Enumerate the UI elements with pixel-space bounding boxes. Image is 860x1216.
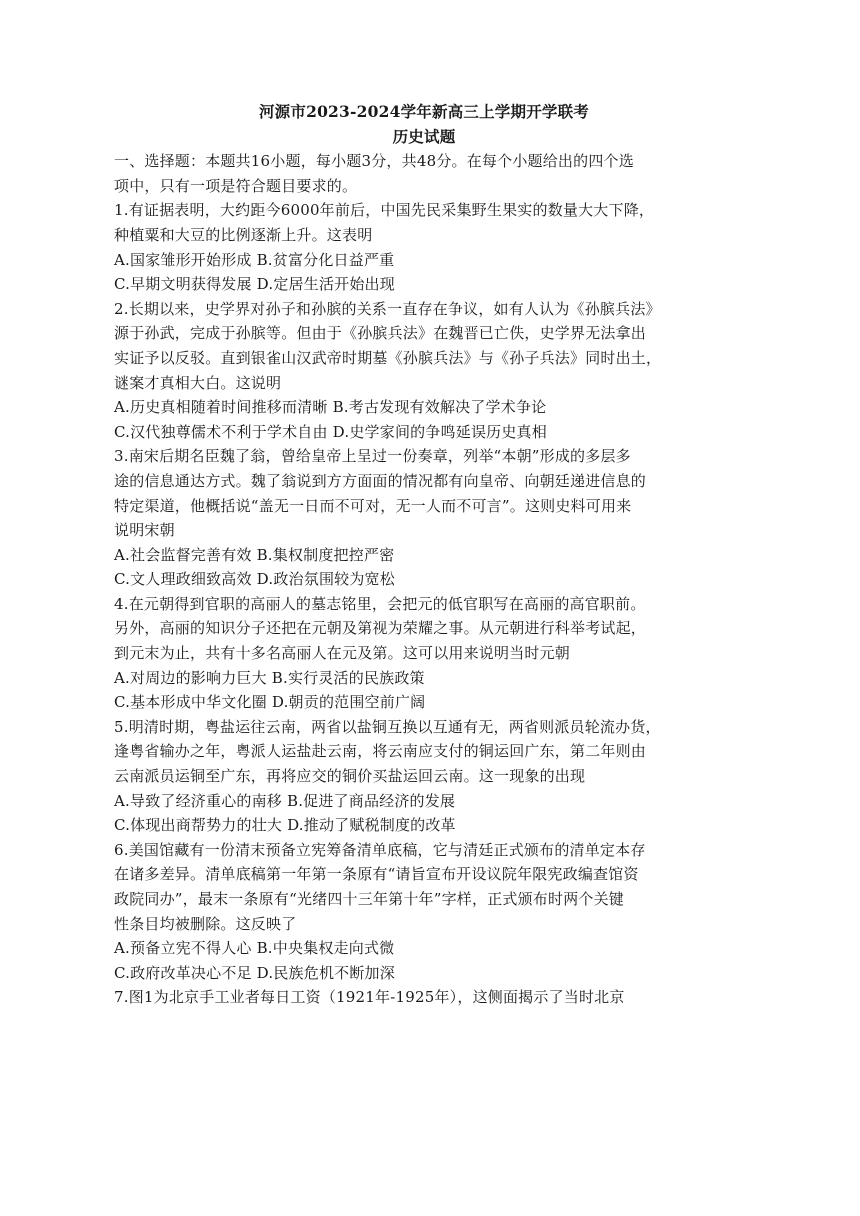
question-stem-line: 5.明清时期，粤盐运往云南，两省以盐铜互换以互通有无，两省则派员轮流办货， (114, 717, 661, 736)
question-stem-line: 实证予以反驳。直到银雀山汉武帝时期墓《孙膑兵法》与《孙子兵法》同时出土， (114, 348, 662, 367)
question-stem-line: 云南派员运铜至广东，再将应交的铜价买盐运回云南。这一现象的出现 (114, 767, 586, 786)
question-options-line: A.国家雏形开始形成 B.贫富分化日益严重 (114, 250, 395, 269)
question-7 (114, 985, 734, 1010)
question-options-line: C.政府改革决心不足 D.民族危机不断加深 (114, 963, 395, 982)
question-stem-line: 6.美国馆藏有一份清末预备立宪筹备清单底稿，它与清廷正式颁布的清单定本存 (114, 840, 646, 859)
question-4 (114, 592, 734, 715)
question-options-line: A.社会监督完善有效 B.集权制度把控严密 (114, 545, 395, 564)
question-options-line: A.对周边的影响力巨大 B.实行灵活的民族政策 (114, 668, 425, 687)
question-stem-line: 源于孙武，完成于孙膑等。但由于《孙膑兵法》在魏晋已亡佚，史学界无法拿出 (114, 324, 647, 343)
question-stem-line: 在诸多差异。清单底稿第一年第一条原有“请旨宣布开设议院年限宪政编查馆资 (114, 865, 639, 884)
question-stem-line: 途的信息通达方式。魏了翁说到方方面面的情况都有向皇帝、向朝廷递进信息的 (114, 471, 647, 490)
question-options-line: C.早期文明获得发展 D.定居生活开始出现 (114, 275, 395, 294)
question-options-line: C.文人理政细致高效 D.政治氛围较为宽松 (114, 570, 395, 589)
section-header (114, 149, 734, 198)
question-stem-line: 2.长期以来，史学界对孙子和孙膑的关系一直存在争议，如有人认为《孙膑兵法》 (114, 299, 661, 318)
question-2 (114, 297, 734, 445)
question-stem-line: 7.图1为北京手工业者每日工资（1921年-1925年），这侧面揭示了当时北京 (114, 988, 625, 1007)
question-5 (114, 715, 734, 838)
question-stem-line: 说明宋朝 (114, 521, 175, 540)
exam-title: 河源市2023-2024学年新高三上学期开学联考 (258, 102, 589, 121)
question-stem-line: 4.在元朝得到官职的高丽人的墓志铭里，会把元的低官职写在高丽的高官职前。 (114, 594, 646, 613)
question-stem-line: 1.有证据表明，大约距今6000年前后，中国先民采集野生果实的数量大大下降， (114, 201, 655, 220)
question-stem-line: 谜案才真相大白。这说明 (114, 373, 282, 392)
question-options-line: A.预备立宪不得人心 B.中央集权走向式微 (114, 939, 395, 958)
question-6 (114, 838, 734, 986)
question-options-line: A.导致了经济重心的南移 B.促进了商品经济的发展 (114, 791, 456, 810)
question-3 (114, 444, 734, 592)
question-stem-line: 种植粟和大豆的比例逐渐上升。这表明 (114, 225, 373, 244)
question-list (114, 198, 734, 1010)
section-header-line: 一、选择题：本题共16小题，每小题3分，共48分。在每个小题给出的四个选 (114, 152, 634, 171)
exam-subtitle: 历史试题 (392, 126, 456, 146)
question-stem-line: 到元末为止，共有十多名高丽人在元及第。这可以用来说明当时元朝 (114, 644, 571, 663)
question-stem-line: 另外，高丽的知识分子还把在元朝及第视为荣耀之事。从元朝进行科举考试起， (114, 619, 647, 638)
question-stem-line: 政院同办”，最末一条原有“光绪四十三年第十年”字样，正式颁布时两个关键 (114, 890, 625, 908)
question-stem-line: 逢粤省输办之年，粤派人运盐赴云南，将云南应支付的铜运回广东，第二年则由 (114, 742, 647, 761)
question-options-line: C.体现出商帮势力的壮大 D.推动了赋税制度的改革 (114, 816, 456, 835)
question-stem-line: 性条目均被删除。这反映了 (114, 914, 297, 933)
exam-page (114, 100, 734, 1010)
question-1 (114, 198, 734, 296)
question-options-line: C.汉代独尊儒术不利于学术自由 D.史学家间的争鸣延误历史真相 (114, 422, 547, 441)
question-options-line: C.基本形成中华文化圈 D.朝贡的范围空前广阔 (114, 693, 426, 712)
question-stem-line: 3.南宋后期名臣魏了翁，曾给皇帝上呈过一份奏章，列举“本朝”形成的多层多 (114, 447, 631, 466)
section-header-line: 项中，只有一项是符合题目要求的。 (114, 176, 358, 195)
question-options-line: A.历史真相随着时间推移而清晰 B.考古发现有效解决了学术争论 (114, 398, 547, 417)
question-stem-line: 特定渠道，他概括说“盖无一日而不可对，无一人而不可言”。这则史料可用来 (114, 496, 632, 515)
